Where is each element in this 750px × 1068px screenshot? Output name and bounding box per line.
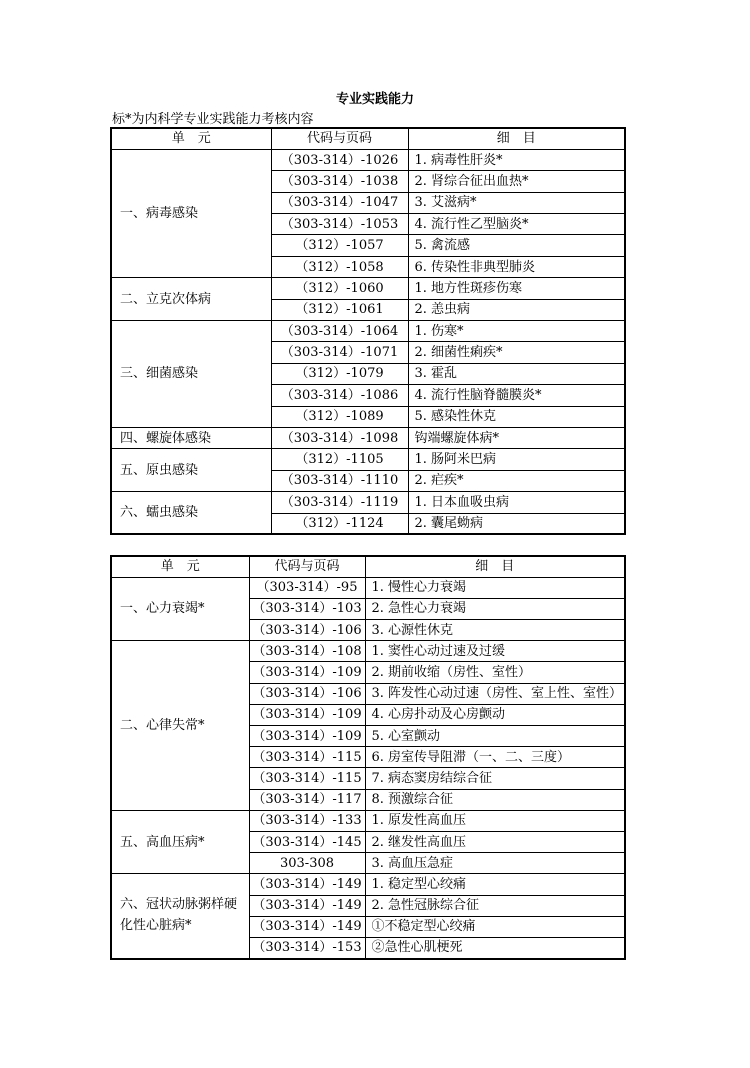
item-cell: 1. 地方性斑疹伤寒 bbox=[408, 278, 625, 299]
header-code: 代码与页码 bbox=[249, 556, 365, 577]
code-cell: （303-314）-106 bbox=[249, 620, 365, 641]
item-cell: 5. 感染性休克 bbox=[408, 406, 625, 427]
code-cell: （303-314）-145 bbox=[249, 831, 365, 852]
code-cell: （303-314）-149 bbox=[249, 895, 365, 916]
code-cell: （303-314）-1119 bbox=[271, 492, 408, 513]
unit-cell: 三、细菌感染 bbox=[111, 321, 271, 428]
table-row bbox=[111, 492, 625, 513]
unit-cell: 四、螺旋体感染 bbox=[111, 427, 271, 448]
code-cell: （303-314）-106 bbox=[249, 683, 365, 704]
item-cell: 2. 细菌性痢疾* bbox=[408, 342, 625, 363]
code-cell: （312）-1058 bbox=[271, 256, 408, 277]
item-cell: 3. 阵发性心动过速（房性、室上性、室性） bbox=[365, 683, 625, 704]
code-cell: （303-314）-109 bbox=[249, 704, 365, 725]
page-title: 专业实践能力 bbox=[335, 92, 414, 107]
item-cell: 1. 病毒性肝炎* bbox=[408, 149, 625, 170]
item-cell: 1. 日本血吸虫病 bbox=[408, 492, 625, 513]
table-row bbox=[111, 427, 625, 448]
code-cell: （303-314）-103 bbox=[249, 598, 365, 619]
table-row bbox=[111, 874, 625, 895]
code-cell: （303-314）-108 bbox=[249, 641, 365, 662]
code-cell: （303-314）-115 bbox=[249, 747, 365, 768]
code-cell: （303-314）-117 bbox=[249, 789, 365, 810]
unit-cell: 二、立克次体病 bbox=[111, 278, 271, 321]
item-cell: 1. 窦性心动过速及过缓 bbox=[365, 641, 625, 662]
unit-cell: 五、原虫感染 bbox=[111, 449, 271, 492]
unit-cell: 一、病毒感染 bbox=[111, 149, 271, 277]
code-cell: （312）-1079 bbox=[271, 363, 408, 384]
header-unit: 单 元 bbox=[111, 128, 271, 149]
unit-cell: 六、冠状动脉粥样硬化性心脏病* bbox=[111, 874, 249, 959]
item-cell: 1. 肠阿米巴病 bbox=[408, 449, 625, 470]
item-cell: 3. 霍乱 bbox=[408, 363, 625, 384]
code-cell: 303-308 bbox=[249, 853, 365, 874]
item-cell: 5. 心室颤动 bbox=[365, 726, 625, 747]
item-cell: 3. 艾滋病* bbox=[408, 192, 625, 213]
code-cell: （303-314）-109 bbox=[249, 726, 365, 747]
code-cell: （312）-1061 bbox=[271, 299, 408, 320]
code-cell: （303-314）-1038 bbox=[271, 171, 408, 192]
code-cell: （303-314）-1026 bbox=[271, 149, 408, 170]
code-cell: （303-314）-1053 bbox=[271, 214, 408, 235]
unit-cell: 一、心力衰竭* bbox=[111, 577, 249, 641]
table-row bbox=[111, 577, 625, 598]
table-row bbox=[111, 641, 625, 662]
code-cell: （303-314）-149 bbox=[249, 916, 365, 937]
table-note: 标*为内科学专业实践能力考核内容 bbox=[112, 112, 314, 127]
item-cell: 钩端螺旋体病* bbox=[408, 427, 625, 448]
item-cell: 4. 流行性乙型脑炎* bbox=[408, 214, 625, 235]
item-cell: 2. 囊尾蚴病 bbox=[408, 513, 625, 534]
table-row bbox=[111, 810, 625, 831]
unit-cell: 二、心律失常* bbox=[111, 641, 249, 811]
table-row bbox=[111, 321, 625, 342]
header-code: 代码与页码 bbox=[271, 128, 408, 149]
header-unit: 单 元 bbox=[111, 556, 249, 577]
header-item: 细 目 bbox=[365, 556, 625, 577]
item-cell: 2. 继发性高血压 bbox=[365, 831, 625, 852]
item-cell: 4. 流行性脑脊髓膜炎* bbox=[408, 385, 625, 406]
code-cell: （303-314）-109 bbox=[249, 662, 365, 683]
code-cell: （303-314）-133 bbox=[249, 810, 365, 831]
code-cell: （312）-1060 bbox=[271, 278, 408, 299]
item-cell: 4. 心房扑动及心房颤动 bbox=[365, 704, 625, 725]
code-cell: （312）-1057 bbox=[271, 235, 408, 256]
table-row bbox=[111, 149, 625, 170]
item-cell: ②急性心肌梗死 bbox=[365, 937, 625, 958]
item-cell: 1. 伤寒* bbox=[408, 321, 625, 342]
code-cell: （303-314）-95 bbox=[249, 577, 365, 598]
syllabus-table-infections bbox=[110, 127, 626, 535]
item-cell: 2. 疟疾* bbox=[408, 470, 625, 491]
syllabus-table-cardiology bbox=[110, 555, 626, 960]
item-cell: 2. 急性冠脉综合征 bbox=[365, 895, 625, 916]
code-cell: （312）-1089 bbox=[271, 406, 408, 427]
code-cell: （303-314）-1047 bbox=[271, 192, 408, 213]
table-header-row bbox=[111, 556, 625, 577]
item-cell: 7. 病态窦房结综合征 bbox=[365, 768, 625, 789]
code-cell: （303-314）-153 bbox=[249, 937, 365, 958]
table-row bbox=[111, 449, 625, 470]
unit-cell: 六、蠕虫感染 bbox=[111, 492, 271, 535]
item-cell: 2. 肾综合征出血热* bbox=[408, 171, 625, 192]
code-cell: （303-314）-1064 bbox=[271, 321, 408, 342]
item-cell: 2. 恙虫病 bbox=[408, 299, 625, 320]
item-cell: 3. 高血压急症 bbox=[365, 853, 625, 874]
code-cell: （312）-1105 bbox=[271, 449, 408, 470]
item-cell: ①不稳定型心绞痛 bbox=[365, 916, 625, 937]
item-cell: 5. 禽流感 bbox=[408, 235, 625, 256]
code-cell: （303-314）-149 bbox=[249, 874, 365, 895]
code-cell: （303-314）-115 bbox=[249, 768, 365, 789]
code-cell: （303-314）-1086 bbox=[271, 385, 408, 406]
item-cell: 1. 稳定型心绞痛 bbox=[365, 874, 625, 895]
table-header-row bbox=[111, 128, 625, 149]
table-row bbox=[111, 278, 625, 299]
code-cell: （303-314）-1098 bbox=[271, 427, 408, 448]
item-cell: 2. 期前收缩（房性、室性） bbox=[365, 662, 625, 683]
item-cell: 2. 急性心力衰竭 bbox=[365, 598, 625, 619]
item-cell: 6. 房室传导阻滞（一、二、三度） bbox=[365, 747, 625, 768]
code-cell: （303-314）-1071 bbox=[271, 342, 408, 363]
code-cell: （303-314）-1110 bbox=[271, 470, 408, 491]
code-cell: （312）-1124 bbox=[271, 513, 408, 534]
header-item: 细 目 bbox=[408, 128, 625, 149]
item-cell: 3. 心源性休克 bbox=[365, 620, 625, 641]
item-cell: 1. 原发性高血压 bbox=[365, 810, 625, 831]
item-cell: 8. 预激综合征 bbox=[365, 789, 625, 810]
unit-cell: 五、高血压病* bbox=[111, 810, 249, 874]
item-cell: 1. 慢性心力衰竭 bbox=[365, 577, 625, 598]
item-cell: 6. 传染性非典型肺炎 bbox=[408, 256, 625, 277]
